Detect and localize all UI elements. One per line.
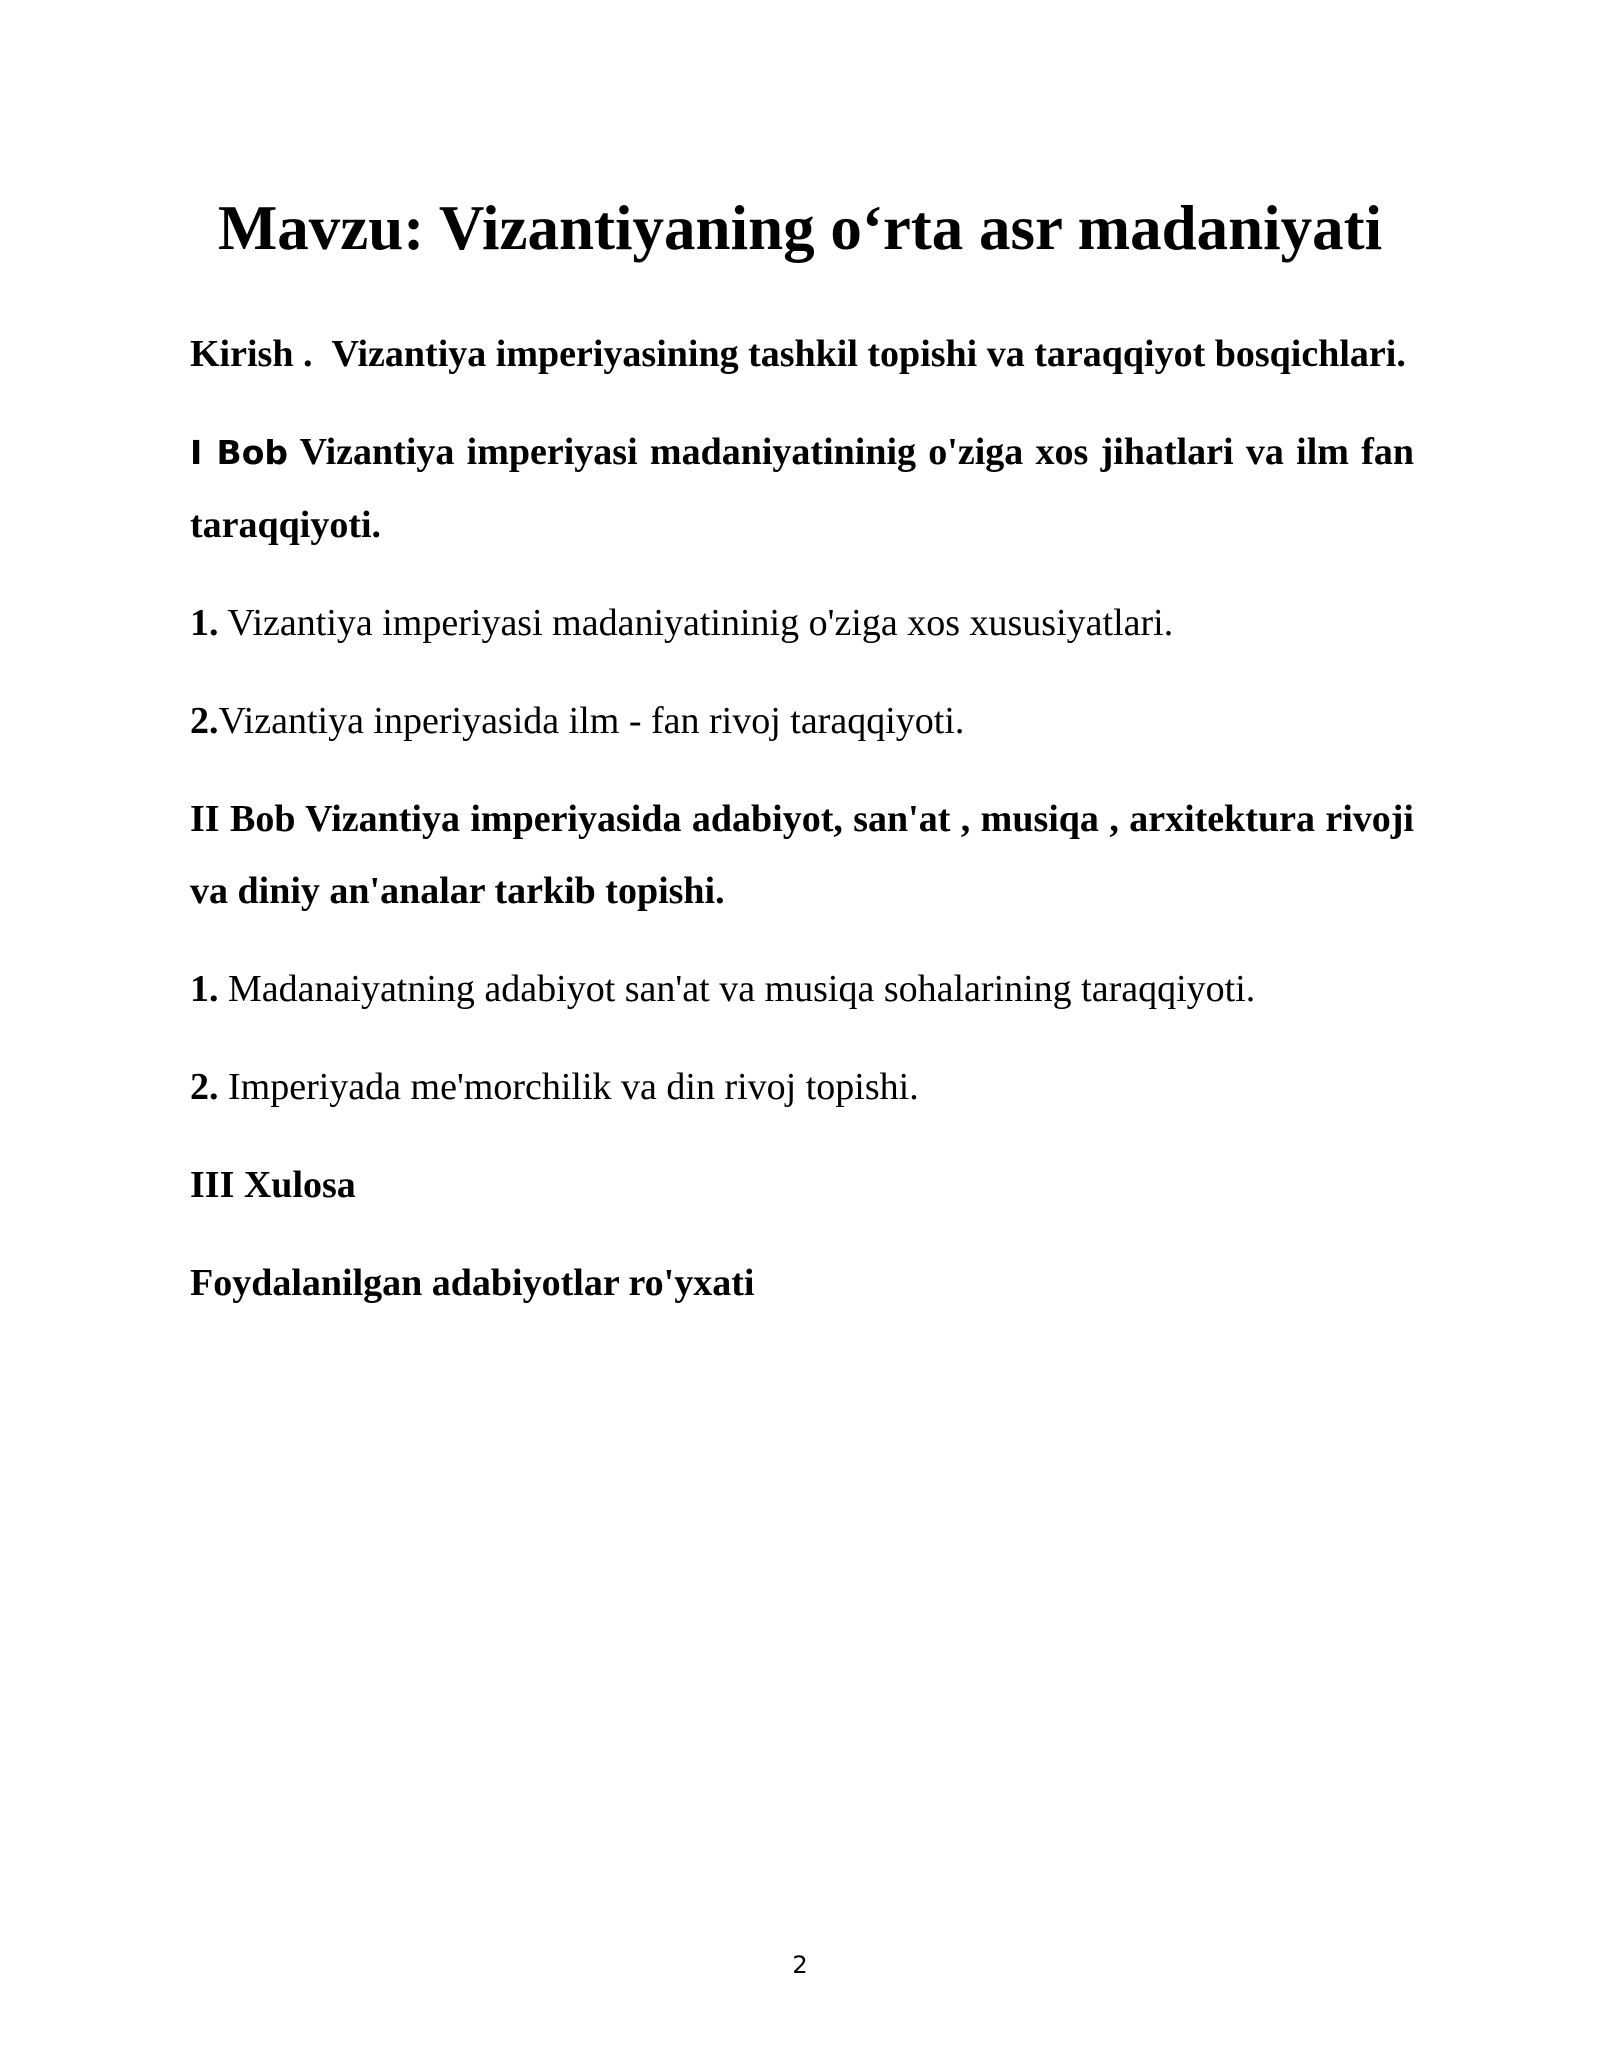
- conclusion-entry: III Xulosa: [190, 1164, 356, 1206]
- chapter2-item-1: [190, 953, 1414, 1025]
- chapter2-heading: II Bob Vizantiya imperiyasida adabiyot, san'at , musiqa , arxitektura rivoji va diniy an'analar tarkib topishi.: [190, 798, 1414, 912]
- item-text: Vizantiya imperiyasi madaniyatininig o'ziga xos xususiyatlari.: [218, 602, 1174, 644]
- chapter1-item-1: [190, 587, 1414, 659]
- chapter1-item-2: [190, 685, 1414, 757]
- references-entry: Foydalanilgan adabiyotlar ro'yxati: [190, 1262, 755, 1304]
- item-text: Vizantiya inperiyasida ilm - fan rivoj taraqqiyoti.: [218, 700, 965, 742]
- intro-text: Vizantiya imperiyasining tashkil topishi va taraqqiyot bosqichlari.: [331, 333, 1406, 375]
- intro-entry: [190, 318, 1414, 390]
- item-text: Madanaiyatning adabiyot san'at va musiqa sohalarining taraqqiyoti.: [218, 968, 1256, 1010]
- chapter1-text: Vizantiya imperiyasi madaniyatininig o'ziga xos jihatlari va ilm fan taraqqiyoti.: [190, 431, 1414, 546]
- chapter1-heading: [190, 416, 1414, 561]
- item-number: 2.: [190, 1066, 219, 1108]
- item-number: 2.: [190, 700, 219, 742]
- item-number: 1.: [190, 602, 219, 644]
- item-text: Imperiyada me'morchilik va din rivoj topishi.: [218, 1066, 919, 1108]
- table-of-contents: [190, 318, 1414, 1345]
- page-title: Mavzu: Vizantiyaning o‘rta asr madaniyati: [217, 193, 1383, 263]
- chapter1-label: I Bob: [190, 433, 288, 472]
- intro-label: Kirish .: [190, 333, 313, 375]
- item-number: 1.: [190, 968, 219, 1010]
- page-number: 2: [792, 1951, 808, 1979]
- chapter2-item-2: [190, 1051, 1414, 1123]
